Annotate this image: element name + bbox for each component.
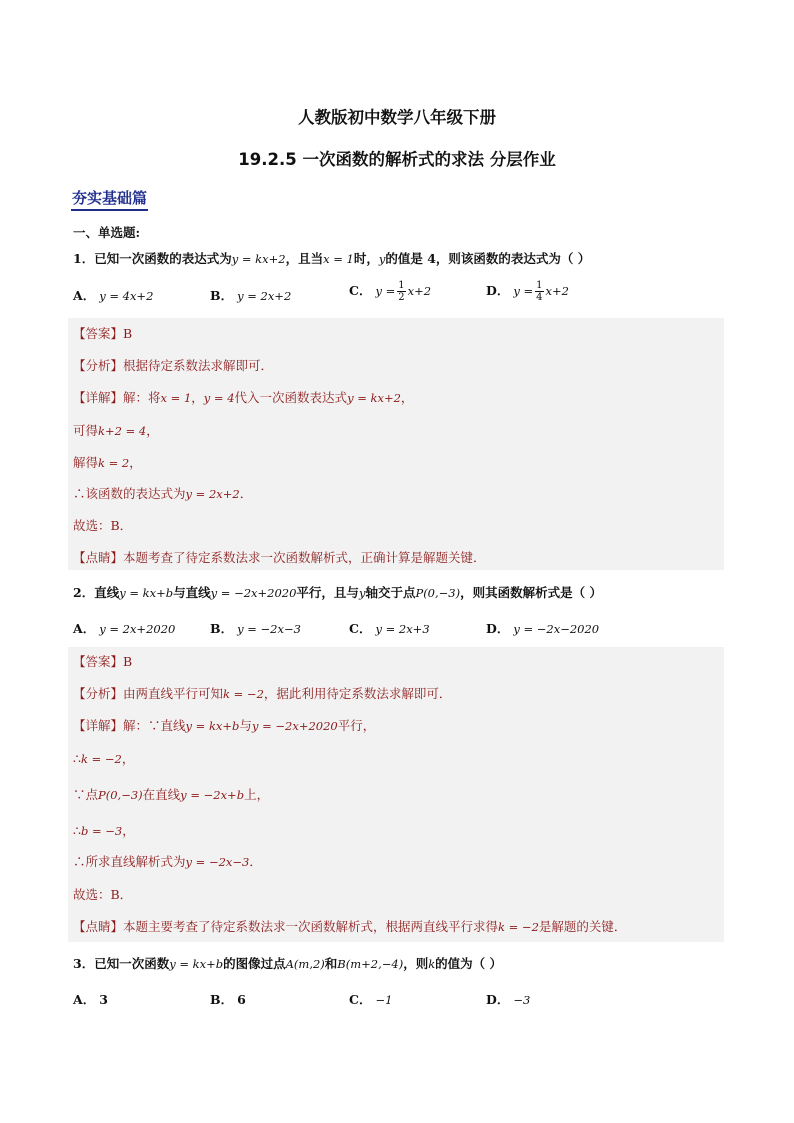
analysis-line: 【分析】根据待定系数法求解即可． [73, 358, 274, 373]
section-heading: 夯实基础篇 [71, 188, 148, 211]
option-d: D． −3 [486, 992, 531, 1007]
option-b: B． y = 2x+2 [210, 288, 292, 303]
option-d: D． y = $\frac{1}{4}$ x+2 [486, 280, 569, 303]
question-1-options [73, 280, 713, 308]
question-3-stem: 3．已知一次函数y = kx+b的图像过点A(m,2)和B(m+2,−4)，则k的值为（ ） [73, 956, 503, 971]
question-1-stem [73, 250, 590, 268]
question-2-stem: 2．直线y = kx+b与直线y = −2x+2020平行，且与y轴交于点P(0,−3)，则其函数解析式是（ ） [73, 585, 602, 600]
question-text: ，且当 [285, 251, 324, 266]
document-title: 人教版初中数学八年级下册 [298, 108, 496, 127]
option-c: C． −1 [349, 992, 393, 1007]
analysis-line: 【分析】由两直线平行可知k = −2，据此利用待定系数法求解即可． [73, 686, 452, 701]
detail-line: 【详解】解：∵直线y = kx+b与y = −2x+2020平行， [73, 718, 376, 733]
part-heading: 一、单选题: [73, 225, 141, 240]
option-b: B． y = −2x−3 [210, 621, 301, 636]
math-expression: y = kx+2 [231, 252, 286, 266]
solution-step: ∵点P(0,−3)在直线y = −2x+b上， [73, 787, 270, 802]
comment-line: 【点睛】本题考查了待定系数法求一次函数解析式，正确计算是解题关键． [73, 550, 486, 565]
solution-step: ∴所求直线解析式为y = −2x−3． [73, 854, 262, 869]
answer-box-1 [68, 318, 724, 570]
comment-line: 【点睛】本题主要考查了待定系数法求一次函数解析式，根据两直线平行求得k = −2是解题的关键． [73, 919, 627, 934]
question-text: 时， [353, 251, 379, 266]
solution-step: ∴该函数的表达式为y = 2x+2． [73, 486, 253, 501]
detail-line: 【详解】解：将x = 1，y = 4代入一次函数表达式y = kx+2， [73, 390, 414, 405]
choice-line: 故选：B． [73, 887, 133, 902]
question-text: 1．已知一次函数的表达式为 [73, 251, 232, 266]
solution-step: 解得k = 2， [73, 455, 142, 470]
question-3-options [73, 990, 713, 1012]
question-text: 的值是 4，则该函数的表达式为（ ） [385, 251, 591, 266]
solution-step: ∴b = −3， [73, 823, 135, 838]
solution-step: 可得k+2 = 4， [73, 423, 159, 438]
option-a: A． 3 [73, 992, 108, 1007]
document-subtitle: 19.2.5 一次函数的解析式的求法 分层作业 [238, 150, 556, 169]
option-a: A． y = 2x+2020 [73, 621, 176, 636]
option-c: C． y = $\frac{1}{2}$ x+2 [349, 280, 432, 303]
option-c: C． y = 2x+3 [349, 621, 430, 636]
solution-step: ∴k = −2， [73, 751, 135, 766]
math-expression: y [378, 252, 386, 266]
option-a: A． y = 4x+2 [73, 288, 154, 303]
answer-line: 【答案】B [73, 326, 133, 341]
choice-line: 故选：B． [73, 518, 133, 533]
option-b: B． 6 [210, 992, 246, 1007]
answer-line: 【答案】B [73, 654, 133, 669]
math-expression: x = 1 [323, 252, 354, 266]
question-2-options [73, 619, 713, 641]
option-d: D． y = −2x−2020 [486, 621, 600, 636]
